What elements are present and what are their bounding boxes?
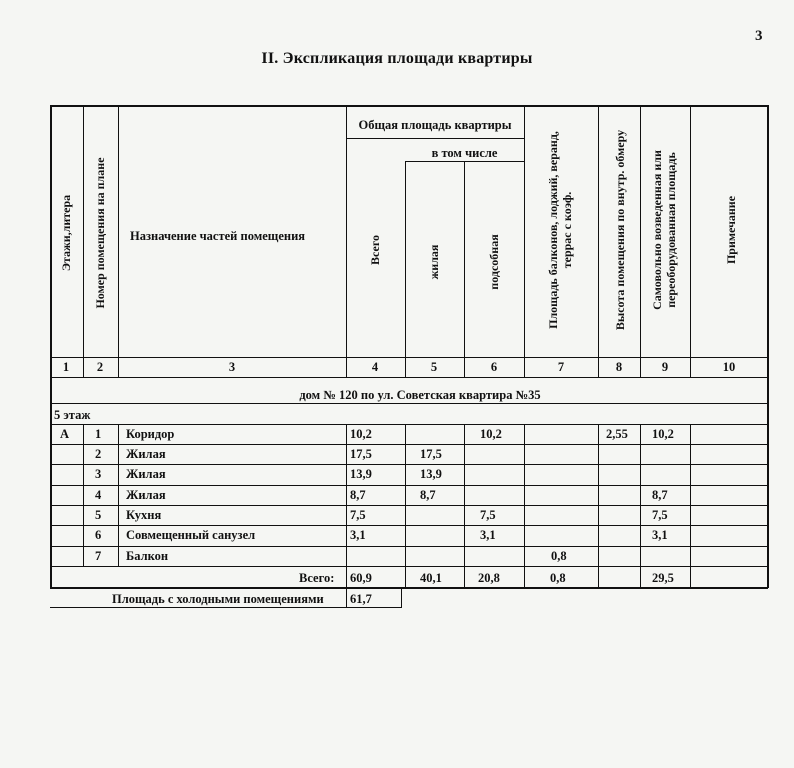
cell-unauth: 3,1	[652, 528, 668, 542]
cell-num: 1	[95, 427, 102, 441]
cell-total: 17,5	[350, 447, 372, 461]
cell-name: Жилая	[126, 488, 166, 502]
header-note: Примечание	[724, 195, 738, 265]
column-number: 5	[430, 360, 438, 374]
table-rule	[50, 546, 768, 547]
table-rule	[83, 105, 84, 377]
cell-total: 8,7	[350, 488, 366, 502]
table-rule	[598, 105, 599, 377]
column-number: 7	[557, 360, 565, 374]
cell-height: 2,55	[606, 427, 628, 441]
totals-total: 60,9	[350, 571, 372, 585]
cell-name: Кухня	[126, 508, 162, 522]
cell-name: Жилая	[126, 447, 166, 461]
header-unauthorized	[650, 150, 678, 310]
header-room-number: Номер помещения на плане	[93, 157, 107, 309]
header-balcony	[546, 131, 574, 329]
table-rule	[346, 105, 347, 377]
table-rule	[464, 566, 465, 587]
cold-area-label: Площадь с холодными помещениями	[112, 592, 324, 606]
header-balcony-line2: террас с коэф.	[560, 191, 574, 269]
header-balcony-line1: Площадь балконов, лоджий, веранд,	[546, 131, 560, 329]
cell-num: 5	[95, 508, 102, 522]
cell-living: 17,5	[420, 447, 442, 461]
table-rule	[346, 587, 347, 607]
table-rule	[690, 566, 691, 587]
table-rule	[50, 105, 768, 107]
table-rule	[50, 505, 768, 506]
table-rule	[690, 424, 691, 566]
cell-num: 2	[95, 447, 102, 461]
table-rule	[50, 485, 768, 486]
column-number: 9	[661, 360, 669, 374]
cold-area-value: 61,7	[350, 592, 372, 606]
totals-balcony: 0,8	[550, 571, 566, 585]
table-rule	[405, 161, 406, 377]
table-rule	[118, 424, 119, 566]
column-number: 6	[490, 360, 498, 374]
table-rule	[50, 444, 768, 445]
cell-floor: А	[60, 427, 70, 441]
cell-num: 4	[95, 488, 102, 502]
table-rule	[640, 105, 641, 377]
cell-unauth: 10,2	[652, 427, 674, 441]
header-purpose: Назначение частей помещения	[130, 229, 306, 243]
cell-name: Совмещенный санузел	[126, 528, 256, 542]
table-rule	[50, 105, 52, 588]
table-rule	[640, 424, 641, 566]
header-unauthorized-line2: переоборудованная площадь	[664, 152, 678, 308]
cell-living: 13,9	[420, 467, 442, 481]
cell-name: Жилая	[126, 467, 166, 481]
cell-total: 10,2	[350, 427, 372, 441]
totals-living: 40,1	[420, 571, 442, 585]
table-rule	[50, 464, 768, 465]
table-rule	[50, 607, 402, 608]
table-rule	[405, 424, 406, 566]
table-rule	[464, 161, 465, 377]
cell-name: Балкон	[126, 549, 169, 563]
header-total-area-group: Общая площадь квартиры	[358, 118, 512, 132]
cell-aux: 10,2	[480, 427, 502, 441]
page-number: 3	[755, 28, 763, 44]
page-title: II. Экспликация площади квартиры	[261, 50, 533, 67]
table-rule	[50, 587, 768, 589]
header-height: Высота помещения по внутр. обмеру	[613, 129, 627, 331]
table-rule	[50, 424, 768, 425]
table-rule	[346, 138, 524, 139]
address-row: дом № 120 по ул. Советская квартира №35	[299, 388, 541, 402]
column-number: 2	[96, 360, 104, 374]
column-number: 8	[615, 360, 623, 374]
table-rule	[598, 566, 599, 587]
table-rule	[524, 105, 525, 377]
header-unauthorized-line1: Самовольно возведенная или	[650, 150, 664, 310]
column-number: 4	[371, 360, 379, 374]
column-number: 3	[228, 360, 236, 374]
column-number: 1	[62, 360, 70, 374]
cell-name: Коридор	[126, 427, 175, 441]
cell-num: 6	[95, 528, 102, 542]
totals-label: Всего:	[299, 571, 335, 585]
header-auxiliary: подсобная	[487, 234, 501, 290]
table-rule	[690, 105, 691, 377]
table-rule	[83, 424, 84, 566]
cell-num: 3	[95, 467, 102, 481]
table-rule	[524, 566, 525, 587]
table-rule	[50, 566, 768, 567]
cell-unauth: 8,7	[652, 488, 668, 502]
header-floor-letter: Этажи,литера	[59, 194, 73, 272]
table-rule	[346, 424, 347, 566]
header-living: жилая	[427, 244, 441, 280]
table-rule	[50, 357, 768, 358]
table-rule	[50, 377, 768, 378]
cell-aux: 7,5	[480, 508, 496, 522]
table-rule	[767, 105, 769, 588]
column-number: 10	[722, 360, 736, 374]
table-rule	[401, 587, 402, 607]
table-rule	[50, 525, 768, 526]
table-rule	[118, 105, 119, 377]
cell-aux: 3,1	[480, 528, 496, 542]
cell-total: 13,9	[350, 467, 372, 481]
cell-living: 8,7	[420, 488, 436, 502]
cell-balcony: 0,8	[551, 549, 567, 563]
cell-num: 7	[95, 549, 102, 563]
table-rule	[464, 424, 465, 566]
header-total: Всего	[368, 235, 382, 265]
table-rule	[346, 566, 347, 587]
table-rule	[598, 424, 599, 566]
totals-unauth: 29,5	[652, 571, 674, 585]
table-rule	[524, 424, 525, 566]
cell-total: 7,5	[350, 508, 366, 522]
cell-unauth: 7,5	[652, 508, 668, 522]
floor-row: 5 этаж	[54, 408, 91, 422]
cell-total: 3,1	[350, 528, 366, 542]
table-rule	[50, 403, 768, 404]
header-including: в том числе	[431, 146, 498, 160]
table-rule	[405, 566, 406, 587]
totals-aux: 20,8	[478, 571, 500, 585]
table-rule	[640, 566, 641, 587]
